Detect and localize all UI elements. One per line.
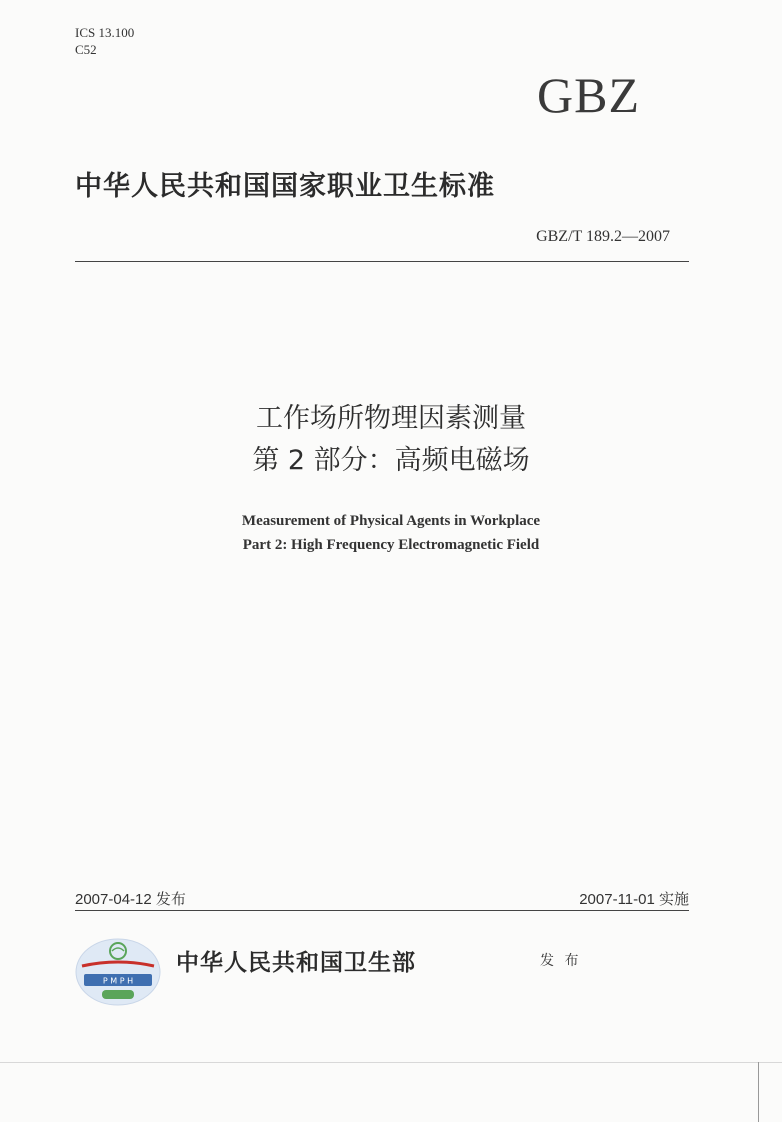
english-title-line-2: Part 2: High Frequency Electromagnetic Field	[242, 537, 540, 553]
page-edge	[0, 1062, 782, 1063]
chinese-title-line-1: 工作场所物理因素测量	[256, 403, 526, 434]
header-divider	[75, 261, 689, 262]
page-edge-vertical	[758, 1062, 759, 1122]
publisher-logo-letters: P M P H	[102, 976, 134, 986]
standard-number: GBZ/T 189.2—2007	[536, 228, 670, 245]
ics-code: ICS 13.100	[75, 25, 135, 40]
gbz-logo: GBZ	[537, 67, 640, 123]
implementation-date: 2007-11-01 实施	[579, 891, 689, 908]
chinese-title-line-2: 第 2 部分：高频电磁场	[252, 445, 530, 476]
classification-codes	[75, 24, 134, 58]
ccs-code: C52	[75, 42, 97, 57]
publisher-logo-icon	[72, 934, 164, 1008]
publish-label: 发 布	[540, 953, 582, 969]
footer-divider	[75, 910, 689, 911]
standard-title: 中华人民共和国国家职业卫生标准	[75, 171, 495, 202]
english-title	[0, 509, 782, 557]
chinese-title	[0, 398, 782, 482]
publisher-name: 中华人民共和国卫生部	[176, 949, 416, 976]
english-title-line-1: Measurement of Physical Agents in Workplace	[241, 513, 541, 529]
issue-date: 2007-04-12 发布	[75, 891, 186, 908]
